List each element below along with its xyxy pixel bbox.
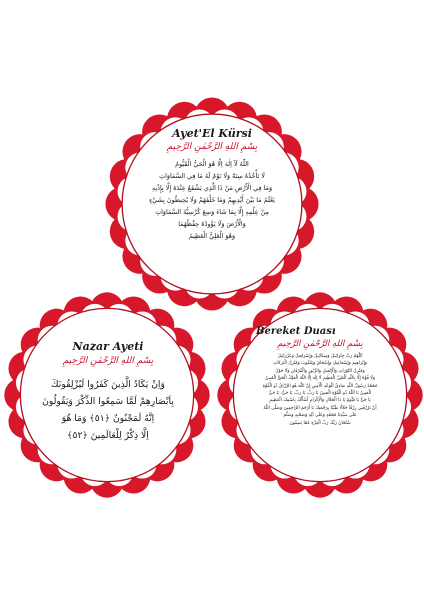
arabic-line: مِنْ عِلْمِهِ إِلَّا بِمَا شَاءَ وَسِعَ كُرْسِيُّهُ السَّمَاوَاتِ <box>155 208 269 216</box>
arabic-line: اَللّٰهُمَّ رَبَّ جِبْرَائِيلَ وَمِيكَائِيلَ وَإِسْرَافِيلَ وَعَزْرَائِيلَ <box>277 354 363 359</box>
arabic-text <box>244 353 396 427</box>
medallion-content <box>244 326 396 427</box>
arabic-line: اِلَّا ذِكْرٌ لِلْعَالَمِينَ ﴿٥٢﴾ <box>67 430 149 441</box>
basmala-calligraphy: بِسْمِ اللهِ الرَّحْمٰنِ الرَّحِيمِ <box>62 356 154 366</box>
arabic-line: وَهُوَ الْعَلِيُّ الْعَظِيمُ <box>188 232 236 240</box>
arabic-line: اللّٰهُ لَآ اِلٰهَ اِلَّا هُوَ الْحَيُّ الْقَيُّومُ <box>175 160 249 168</box>
arabic-line: وَاِنْ يَكَادُ الَّذِينَ كَفَرُوا لَيُزْلِقُونَكَ <box>51 379 165 390</box>
nazar-ayeti-medallion <box>0 288 214 502</box>
arabic-line: الْمَتِينُ يَا اَللّٰهُ ذُو الْقُوَّةِ الْمَتِينُ يَا رَبِّ، يَا رَبِّ، يَا حَيُّ، يَا حَيُّ <box>268 391 372 397</box>
ayetel-kursi-medallion <box>101 93 323 315</box>
arabic-line: وَإِبْرَاهِيمَ وَإِسْمَاعِيلَ وَإِسْحَاقَ وَيَعْقُوبَ وَمُنْزِلَ الْبَرَكَاتِ <box>273 361 367 367</box>
medallion-content <box>34 340 182 444</box>
bereket-duasi-medallion <box>213 288 424 502</box>
arabic-text <box>139 158 285 242</box>
medallion-title: Nazar Ayeti <box>72 340 144 353</box>
arabic-line: يَا حَيُّ يَا قَيُّومُ يَا ذَا الْجَلَالِ وَالْإِكْرَامِ أَسْأَلُكَ بِاسْمِكَ الْعَظِيمِ <box>269 398 371 404</box>
arabic-line: بِاَبْصَارِهِمْ لَمَّا سَمِعُوا الذِّكْرَ وَيَقُولُونَ <box>42 396 174 407</box>
arabic-line: يَعْلَمُ مَا بَيْنَ أَيْدِيهِمْ وَمَا خَلْفَهُمْ وَلَا يُحِيطُونَ بِشَيْءٍ <box>149 196 275 204</box>
medallion-title: Ayet'El Kürsi <box>172 127 252 140</box>
arabic-line: وَمُنْزِلَ التَّوْرَاتِ وَالْإِنْجِيلِ وَالزَّبُورِ وَالْفُرْقَانِ وَلَا حَوْلَ <box>275 368 365 374</box>
arabic-line: وَلَا قُوَّةَ إِلَّا بِاللّٰهِ الْعَلِيِّ الْعَظِيمِ لَا إِلٰهَ إِلَّا اللّٰهُ الْمَلِكُ الْحَقُّ الْمُبِينُ <box>265 376 375 382</box>
arabic-line: سُبْحَانَ رَبِّكَ رَبِّ الْعِزَّةِ عَمَّا يَصِفُونَ <box>289 420 351 426</box>
arabic-text <box>34 376 182 444</box>
arabic-line: لَا تَأْخُذُهُ سِنَةٌ وَلَا نَوْمٌ لَهُ مَا فِي السَّمَاوَاتِ <box>159 172 265 180</box>
arabic-line: مُحَمَّدٌ رَسُولُ اللّٰهِ صَادِقُ الْوَعْدِ الْأَمِينِ إِنَّ اللّٰهَ هُوَ الرَّزَّاقُ ذُو الْقُوَّةِ <box>262 383 378 389</box>
arabic-line: وَالْأَرْضَ وَلَا يَؤُودُهُ حِفْظُهُمَا <box>178 220 246 228</box>
arabic-line: اِنَّهُ لَمَجْنُونٌ ﴿٥١﴾ وَمَا هُوَ <box>61 413 155 424</box>
arabic-line: أَنْ تَرْزُقَنِي رِزْقًا حَلَالًا طَيِّبًا بِرَحْمَتِكَ يَا أَرْحَمَ الرَّاحِمِينَ وَصَلَّى اللّٰهُ <box>263 405 377 411</box>
medallion-title: Bereket Duası <box>256 326 336 337</box>
arabic-line: وَمَا فِي الْأَرْضِ مَنْ ذَا الَّذِي يَشْفَعُ عِنْدَهُ إِلَّا بِإِذْنِهِ <box>151 184 273 192</box>
basmala-calligraphy: بِسْمِ اللهِ الرَّحْمٰنِ الرَّحِيمِ <box>166 142 258 152</box>
medallion-content <box>139 127 285 242</box>
arabic-line: عَلَى سَيِّدِنَا مُحَمَّدٍ وَعَلَى آلِهِ وَصَحْبِهِ وَسَلَّمَ <box>283 413 357 419</box>
basmala-calligraphy: بِسْمِ اللهِ الرَّحْمٰنِ الرَّحِيمِ <box>277 339 363 349</box>
